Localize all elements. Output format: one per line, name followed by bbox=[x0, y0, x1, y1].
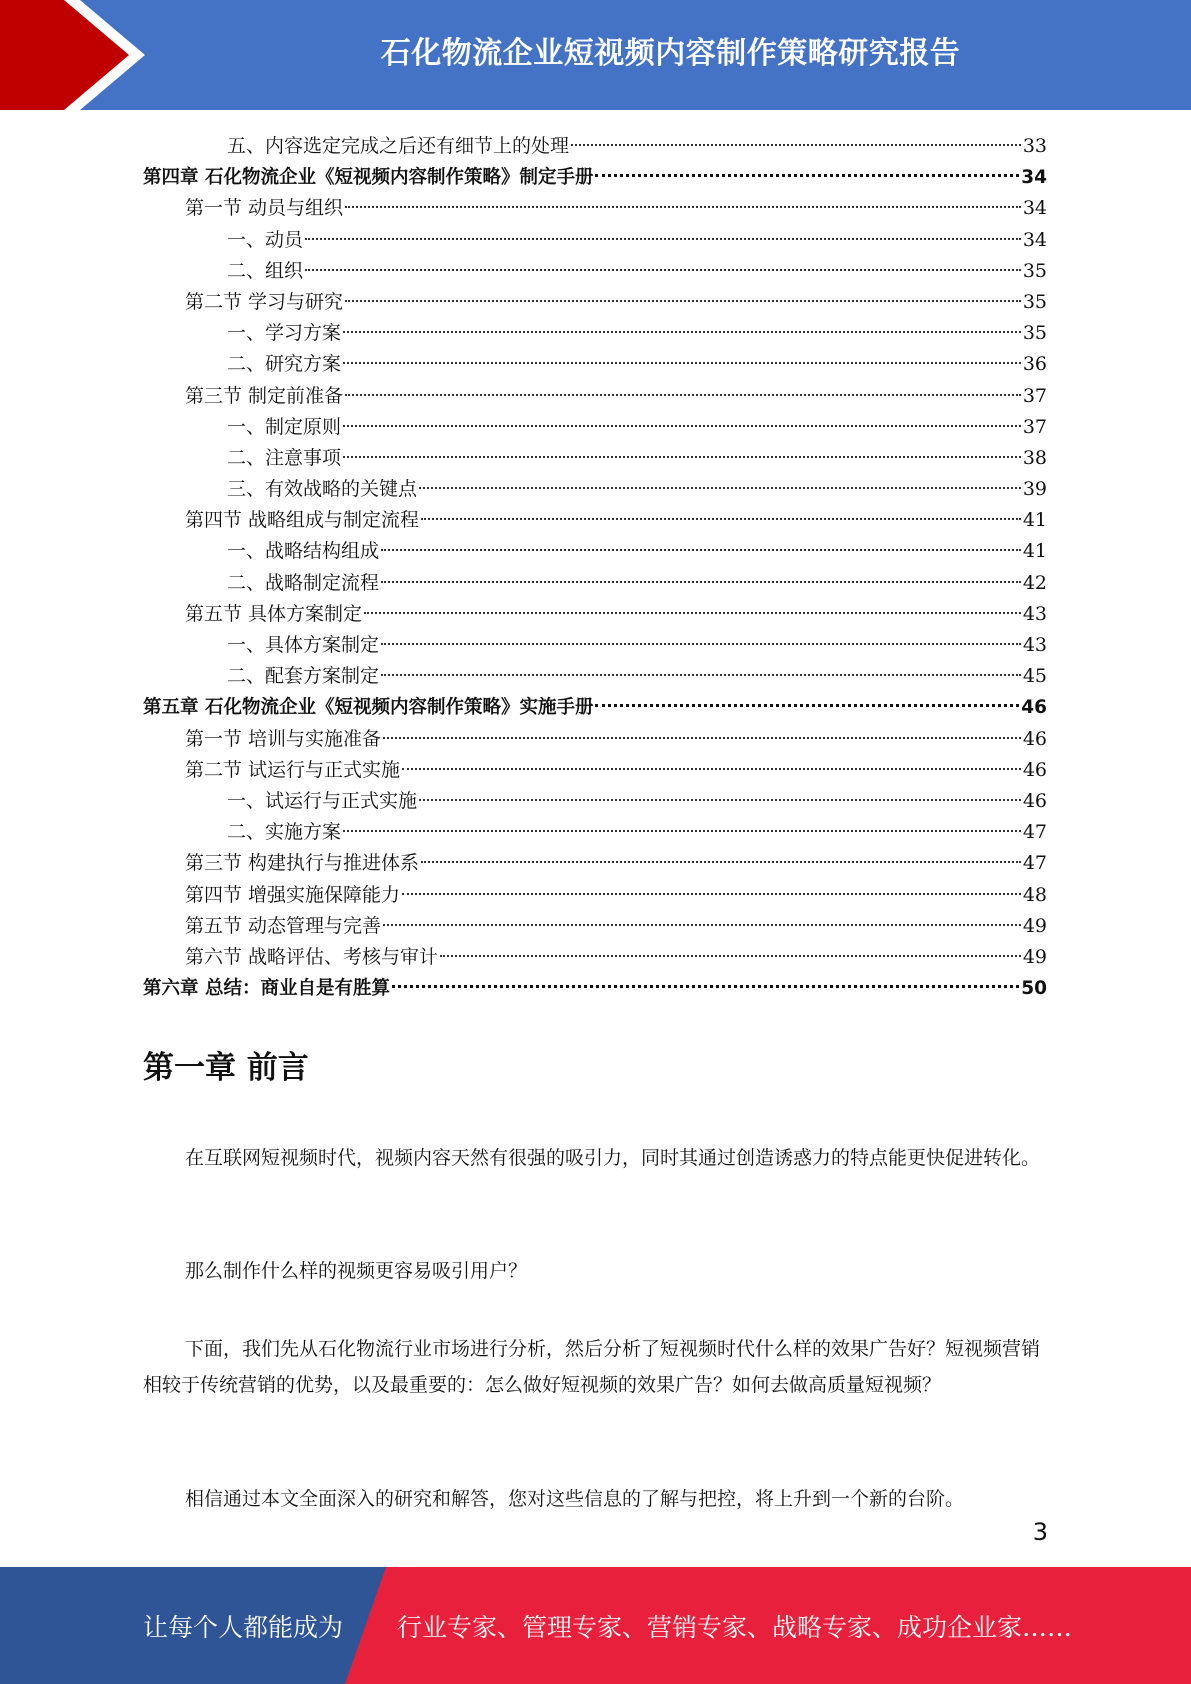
toc-entry-page: 36 bbox=[1022, 353, 1047, 376]
toc-entry-page: 47 bbox=[1022, 821, 1047, 844]
toc-dot-leader bbox=[419, 799, 1021, 801]
toc-entry[interactable] bbox=[143, 287, 1047, 318]
toc-entry-label: 第二节 试运行与正式实施 bbox=[185, 758, 401, 781]
toc-entry-label: 第五节 具体方案制定 bbox=[185, 602, 363, 625]
toc-dot-leader bbox=[440, 955, 1021, 957]
toc-dot-leader bbox=[402, 768, 1021, 770]
page-number: 3 bbox=[1032, 1518, 1048, 1546]
toc-entry[interactable] bbox=[143, 692, 1047, 723]
toc-entry-page: 34 bbox=[1022, 197, 1047, 220]
toc-entry[interactable] bbox=[143, 973, 1047, 1004]
toc-entry[interactable] bbox=[143, 630, 1047, 661]
toc-entry[interactable] bbox=[143, 568, 1047, 599]
toc-entry-label: 一、试运行与正式实施 bbox=[227, 789, 418, 812]
toc-entry-page: 46 bbox=[1022, 727, 1047, 750]
toc-entry-page: 34 bbox=[1021, 167, 1047, 189]
toc-dot-leader bbox=[345, 300, 1021, 302]
toc-entry[interactable] bbox=[143, 911, 1047, 942]
toc-entry-label: 三、有效战略的关键点 bbox=[227, 478, 418, 501]
toc-dot-leader bbox=[421, 518, 1021, 520]
toc-entry-label: 第五章 石化物流企业《短视频内容制作策略》实施手册 bbox=[143, 697, 594, 719]
toc-entry[interactable] bbox=[143, 349, 1047, 380]
toc-entry[interactable] bbox=[143, 193, 1047, 224]
toc-entry[interactable] bbox=[143, 505, 1047, 536]
toc-entry-page: 43 bbox=[1022, 634, 1047, 656]
toc-entry-label: 第五节 动态管理与完善 bbox=[185, 914, 382, 937]
toc-dot-leader bbox=[343, 425, 1021, 427]
toc-entry-label: 第四节 战略组成与制定流程 bbox=[185, 509, 420, 532]
toc-dot-leader bbox=[402, 893, 1021, 895]
toc-entry[interactable] bbox=[143, 755, 1047, 786]
toc-entry-label: 一、学习方案 bbox=[227, 322, 342, 345]
toc-dot-leader bbox=[364, 612, 1021, 614]
toc-entry-page: 34 bbox=[1022, 228, 1047, 251]
toc-entry-label: 二、配套方案制定 bbox=[227, 665, 380, 688]
toc-entry[interactable] bbox=[143, 131, 1047, 162]
chapter-title: 第一章 前言 bbox=[143, 1050, 309, 1086]
toc-entry-label: 第一节 培训与实施准备 bbox=[185, 727, 382, 750]
toc-entry-page: 47 bbox=[1022, 852, 1047, 875]
toc-dot-leader bbox=[383, 924, 1021, 926]
toc-entry-page: 35 bbox=[1022, 290, 1047, 313]
toc-entry-page: 46 bbox=[1022, 789, 1047, 812]
footer-slogan-left: 让每个人都能成为 bbox=[143, 1612, 344, 1642]
toc-entry-page: 49 bbox=[1022, 945, 1047, 968]
toc-entry-page: 49 bbox=[1022, 914, 1047, 937]
toc-entry-page: 39 bbox=[1022, 478, 1047, 501]
toc-entry-page: 46 bbox=[1021, 697, 1047, 719]
toc-entry-page: 33 bbox=[1022, 135, 1047, 157]
toc-entry-label: 第三节 制定前准备 bbox=[185, 384, 344, 407]
toc-entry-label: 第六章 总结：商业自是有胜算 bbox=[143, 978, 390, 1000]
toc-entry[interactable] bbox=[143, 536, 1047, 567]
chevron-arrow-icon bbox=[0, 0, 150, 110]
toc-dot-leader bbox=[343, 331, 1021, 333]
toc-entry[interactable] bbox=[143, 381, 1047, 412]
toc-entry-page: 42 bbox=[1022, 571, 1047, 594]
toc-entry-label: 第三节 构建执行与推进体系 bbox=[185, 852, 420, 875]
toc-dot-leader bbox=[345, 206, 1021, 208]
toc-dot-leader bbox=[392, 985, 1019, 988]
toc-dot-leader bbox=[345, 394, 1021, 396]
toc-entry[interactable] bbox=[143, 786, 1047, 817]
paragraph: 在互联网短视频时代，视频内容天然有很强的吸引力，同时其通过创造诱惑力的特点能更快促进转化。 bbox=[185, 1147, 1041, 1169]
toc-entry[interactable] bbox=[143, 162, 1047, 193]
paragraph: 下面，我们先从石化物流行业市场进行分析，然后分析了短视频时代什么样的效果广告好？短视频营销相较于传统营销的优势，以及最重要的：怎么做好短视频的效果广告？如何去做高质量短视频？ bbox=[143, 1338, 1041, 1396]
toc-entry[interactable] bbox=[143, 225, 1047, 256]
paragraph: 相信通过本文全面深入的研究和解答，您对这些信息的了解与把控，将上升到一个新的台阶。 bbox=[185, 1488, 965, 1510]
toc-entry-label: 一、具体方案制定 bbox=[227, 634, 380, 656]
toc-entry-label: 五、内容选定完成之后还有细节上的处理 bbox=[227, 135, 570, 157]
toc-dot-leader bbox=[381, 674, 1021, 676]
toc-entry-page: 45 bbox=[1022, 665, 1047, 688]
toc-entry-page: 37 bbox=[1022, 384, 1047, 407]
page-header bbox=[0, 0, 1191, 110]
toc-entry[interactable] bbox=[143, 848, 1047, 879]
toc-entry[interactable] bbox=[143, 661, 1047, 692]
toc-entry-label: 二、研究方案 bbox=[227, 353, 342, 376]
toc-entry-page: 50 bbox=[1021, 978, 1047, 1000]
toc-entry-page: 48 bbox=[1022, 883, 1047, 906]
toc-entry[interactable] bbox=[143, 474, 1047, 505]
toc-dot-leader bbox=[595, 174, 1019, 177]
toc-entry[interactable] bbox=[143, 599, 1047, 630]
toc-entry-label: 二、战略制定流程 bbox=[227, 571, 380, 594]
toc-entry[interactable] bbox=[143, 817, 1047, 848]
toc-entry[interactable] bbox=[143, 318, 1047, 349]
toc-entry-label: 一、动员 bbox=[227, 228, 304, 251]
toc-dot-leader bbox=[419, 487, 1021, 489]
report-title: 石化物流企业短视频内容制作策略研究报告 bbox=[380, 36, 961, 71]
toc-entry-page: 41 bbox=[1022, 509, 1047, 532]
toc-entry[interactable] bbox=[143, 256, 1047, 287]
toc-dot-leader bbox=[305, 238, 1021, 240]
toc-entry-label: 第六节 战略评估、考核与审计 bbox=[185, 945, 439, 968]
toc-entry-label: 二、注意事项 bbox=[227, 446, 342, 469]
toc-dot-leader bbox=[343, 362, 1021, 364]
toc-entry-label: 一、制定原则 bbox=[227, 415, 342, 438]
toc-dot-leader bbox=[595, 704, 1019, 707]
toc-dot-leader bbox=[421, 861, 1021, 863]
toc-entry-label: 第四章 石化物流企业《短视频内容制作策略》制定手册 bbox=[143, 167, 594, 189]
toc-entry-label: 第四节 增强实施保障能力 bbox=[185, 883, 401, 906]
toc-dot-leader bbox=[383, 737, 1021, 739]
table-of-contents bbox=[143, 131, 1047, 1004]
page-footer bbox=[0, 1567, 1191, 1684]
toc-entry[interactable] bbox=[143, 412, 1047, 443]
toc-dot-leader bbox=[381, 549, 1021, 551]
toc-entry-page: 37 bbox=[1022, 415, 1047, 438]
toc-entry-label: 第一节 动员与组织 bbox=[185, 197, 344, 220]
paragraph: 那么制作什么样的视频更容易吸引用户？ bbox=[185, 1260, 528, 1282]
toc-dot-leader bbox=[343, 830, 1021, 832]
toc-entry[interactable] bbox=[143, 942, 1047, 973]
toc-entry[interactable] bbox=[143, 724, 1047, 755]
toc-dot-leader bbox=[571, 144, 1021, 146]
toc-entry-page: 38 bbox=[1022, 446, 1047, 469]
footer-slogan-right: 行业专家、管理专家、营销专家、战略专家、成功企业家…… bbox=[397, 1612, 1073, 1642]
toc-entry-label: 二、组织 bbox=[227, 259, 304, 282]
toc-entry-page: 46 bbox=[1022, 758, 1047, 781]
toc-entry-label: 二、实施方案 bbox=[227, 821, 342, 844]
toc-dot-leader bbox=[305, 269, 1021, 271]
toc-entry-label: 第二节 学习与研究 bbox=[185, 290, 344, 313]
toc-dot-leader bbox=[381, 581, 1021, 583]
toc-entry-page: 35 bbox=[1022, 322, 1047, 345]
toc-entry-page: 35 bbox=[1022, 259, 1047, 282]
toc-entry[interactable] bbox=[143, 443, 1047, 474]
toc-dot-leader bbox=[381, 643, 1021, 645]
toc-entry[interactable] bbox=[143, 880, 1047, 911]
toc-entry-label: 一、战略结构组成 bbox=[227, 540, 380, 563]
toc-entry-page: 43 bbox=[1022, 602, 1047, 625]
toc-dot-leader bbox=[343, 456, 1021, 458]
toc-entry-page: 41 bbox=[1022, 540, 1047, 563]
